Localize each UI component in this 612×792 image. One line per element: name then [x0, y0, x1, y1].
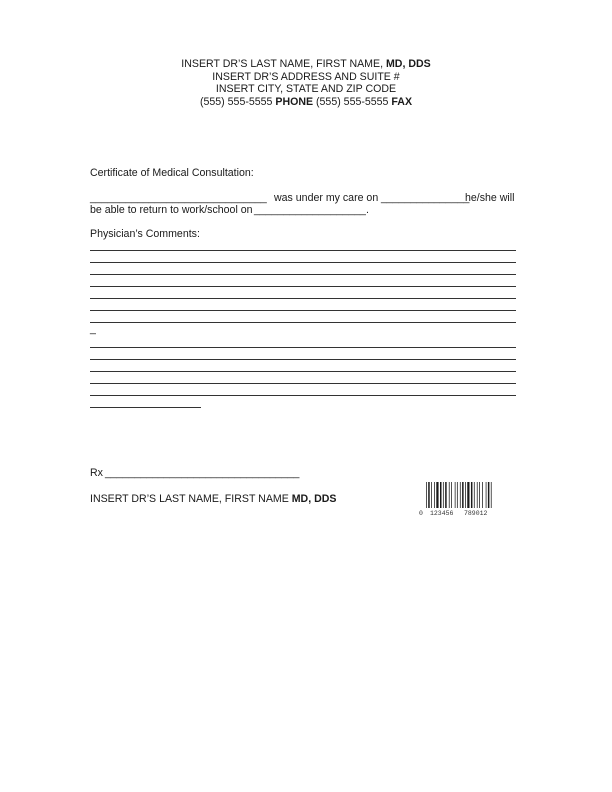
under-care-text: was under my care on — [274, 192, 379, 204]
barcode-bar — [471, 482, 473, 508]
barcode-bar — [455, 482, 456, 508]
return-text: be able to return to work/school on — [90, 204, 253, 216]
city-line: INSERT CITY, STATE AND ZIP CODE — [215, 83, 397, 96]
doctor-name-line: INSERT DR’S LAST NAME, FIRST NAME, MD, DDS — [181, 58, 431, 70]
comment-line-short[interactable] — [90, 407, 201, 408]
barcode-bar — [482, 482, 483, 508]
comment-line[interactable] — [90, 371, 516, 372]
comment-line[interactable] — [90, 347, 516, 348]
comment-line[interactable] — [90, 274, 516, 275]
barcode-bar — [467, 482, 469, 508]
comment-line[interactable] — [90, 310, 516, 311]
he-she-will-text: he/she will — [465, 192, 515, 204]
barcode-bar — [474, 482, 475, 508]
comment-line[interactable] — [90, 250, 516, 251]
return-date-blank[interactable]: ___________________. — [254, 204, 369, 216]
barcode-bar — [440, 482, 442, 508]
barcode-bar — [428, 482, 430, 508]
barcode-left-group: 123456 — [430, 510, 454, 517]
barcode-image — [418, 481, 500, 517]
barcode-bar — [451, 482, 452, 508]
stray-dash: _ — [90, 323, 96, 335]
barcode-bar — [462, 482, 464, 508]
comment-line[interactable] — [90, 286, 516, 287]
comment-line[interactable] — [90, 262, 516, 263]
barcode-bar — [465, 482, 466, 508]
doctor-signature-line: INSERT DR’S LAST NAME, FIRST NAME MD, DDS — [90, 493, 337, 505]
comment-line[interactable] — [90, 322, 516, 323]
barcode-right-group: 789012 — [464, 510, 488, 517]
barcode-bar — [477, 482, 478, 508]
letterhead — [0, 58, 612, 108]
comments-label: Physician’s Comments: — [90, 228, 200, 240]
barcode-bar — [426, 482, 427, 508]
barcode-bar — [457, 482, 458, 508]
comment-line[interactable] — [90, 395, 516, 396]
barcode-bar — [460, 482, 461, 508]
barcode-bar — [436, 482, 438, 508]
barcode-bar — [443, 482, 444, 508]
address-line: INSERT DR’S ADDRESS AND SUITE # — [212, 70, 400, 83]
comment-line[interactable] — [90, 359, 516, 360]
rx-label: Rx — [90, 467, 103, 479]
barcode-bar — [431, 482, 432, 508]
barcode-bar — [488, 482, 490, 508]
barcode-bar — [449, 482, 450, 508]
comment-line[interactable] — [90, 298, 516, 299]
barcode-bar — [434, 482, 435, 508]
barcode-bar — [445, 482, 447, 508]
barcode-bar — [491, 482, 492, 508]
barcode-bar — [486, 482, 487, 508]
barcode-bars — [426, 482, 492, 508]
care-date-blank[interactable]: _______________ — [381, 192, 470, 204]
rx-blank[interactable]: _________________________________ — [105, 467, 300, 479]
comment-line[interactable] — [90, 383, 516, 384]
barcode-first-digit: 0 — [419, 510, 423, 517]
patient-name-blank[interactable]: ______________________________ — [90, 192, 267, 204]
barcode-bar — [479, 482, 480, 508]
phone-fax-line: (555) 555-5555 PHONE (555) 555-5555 FAX — [199, 95, 413, 108]
form-title: Certificate of Medical Consultation: — [90, 167, 254, 179]
